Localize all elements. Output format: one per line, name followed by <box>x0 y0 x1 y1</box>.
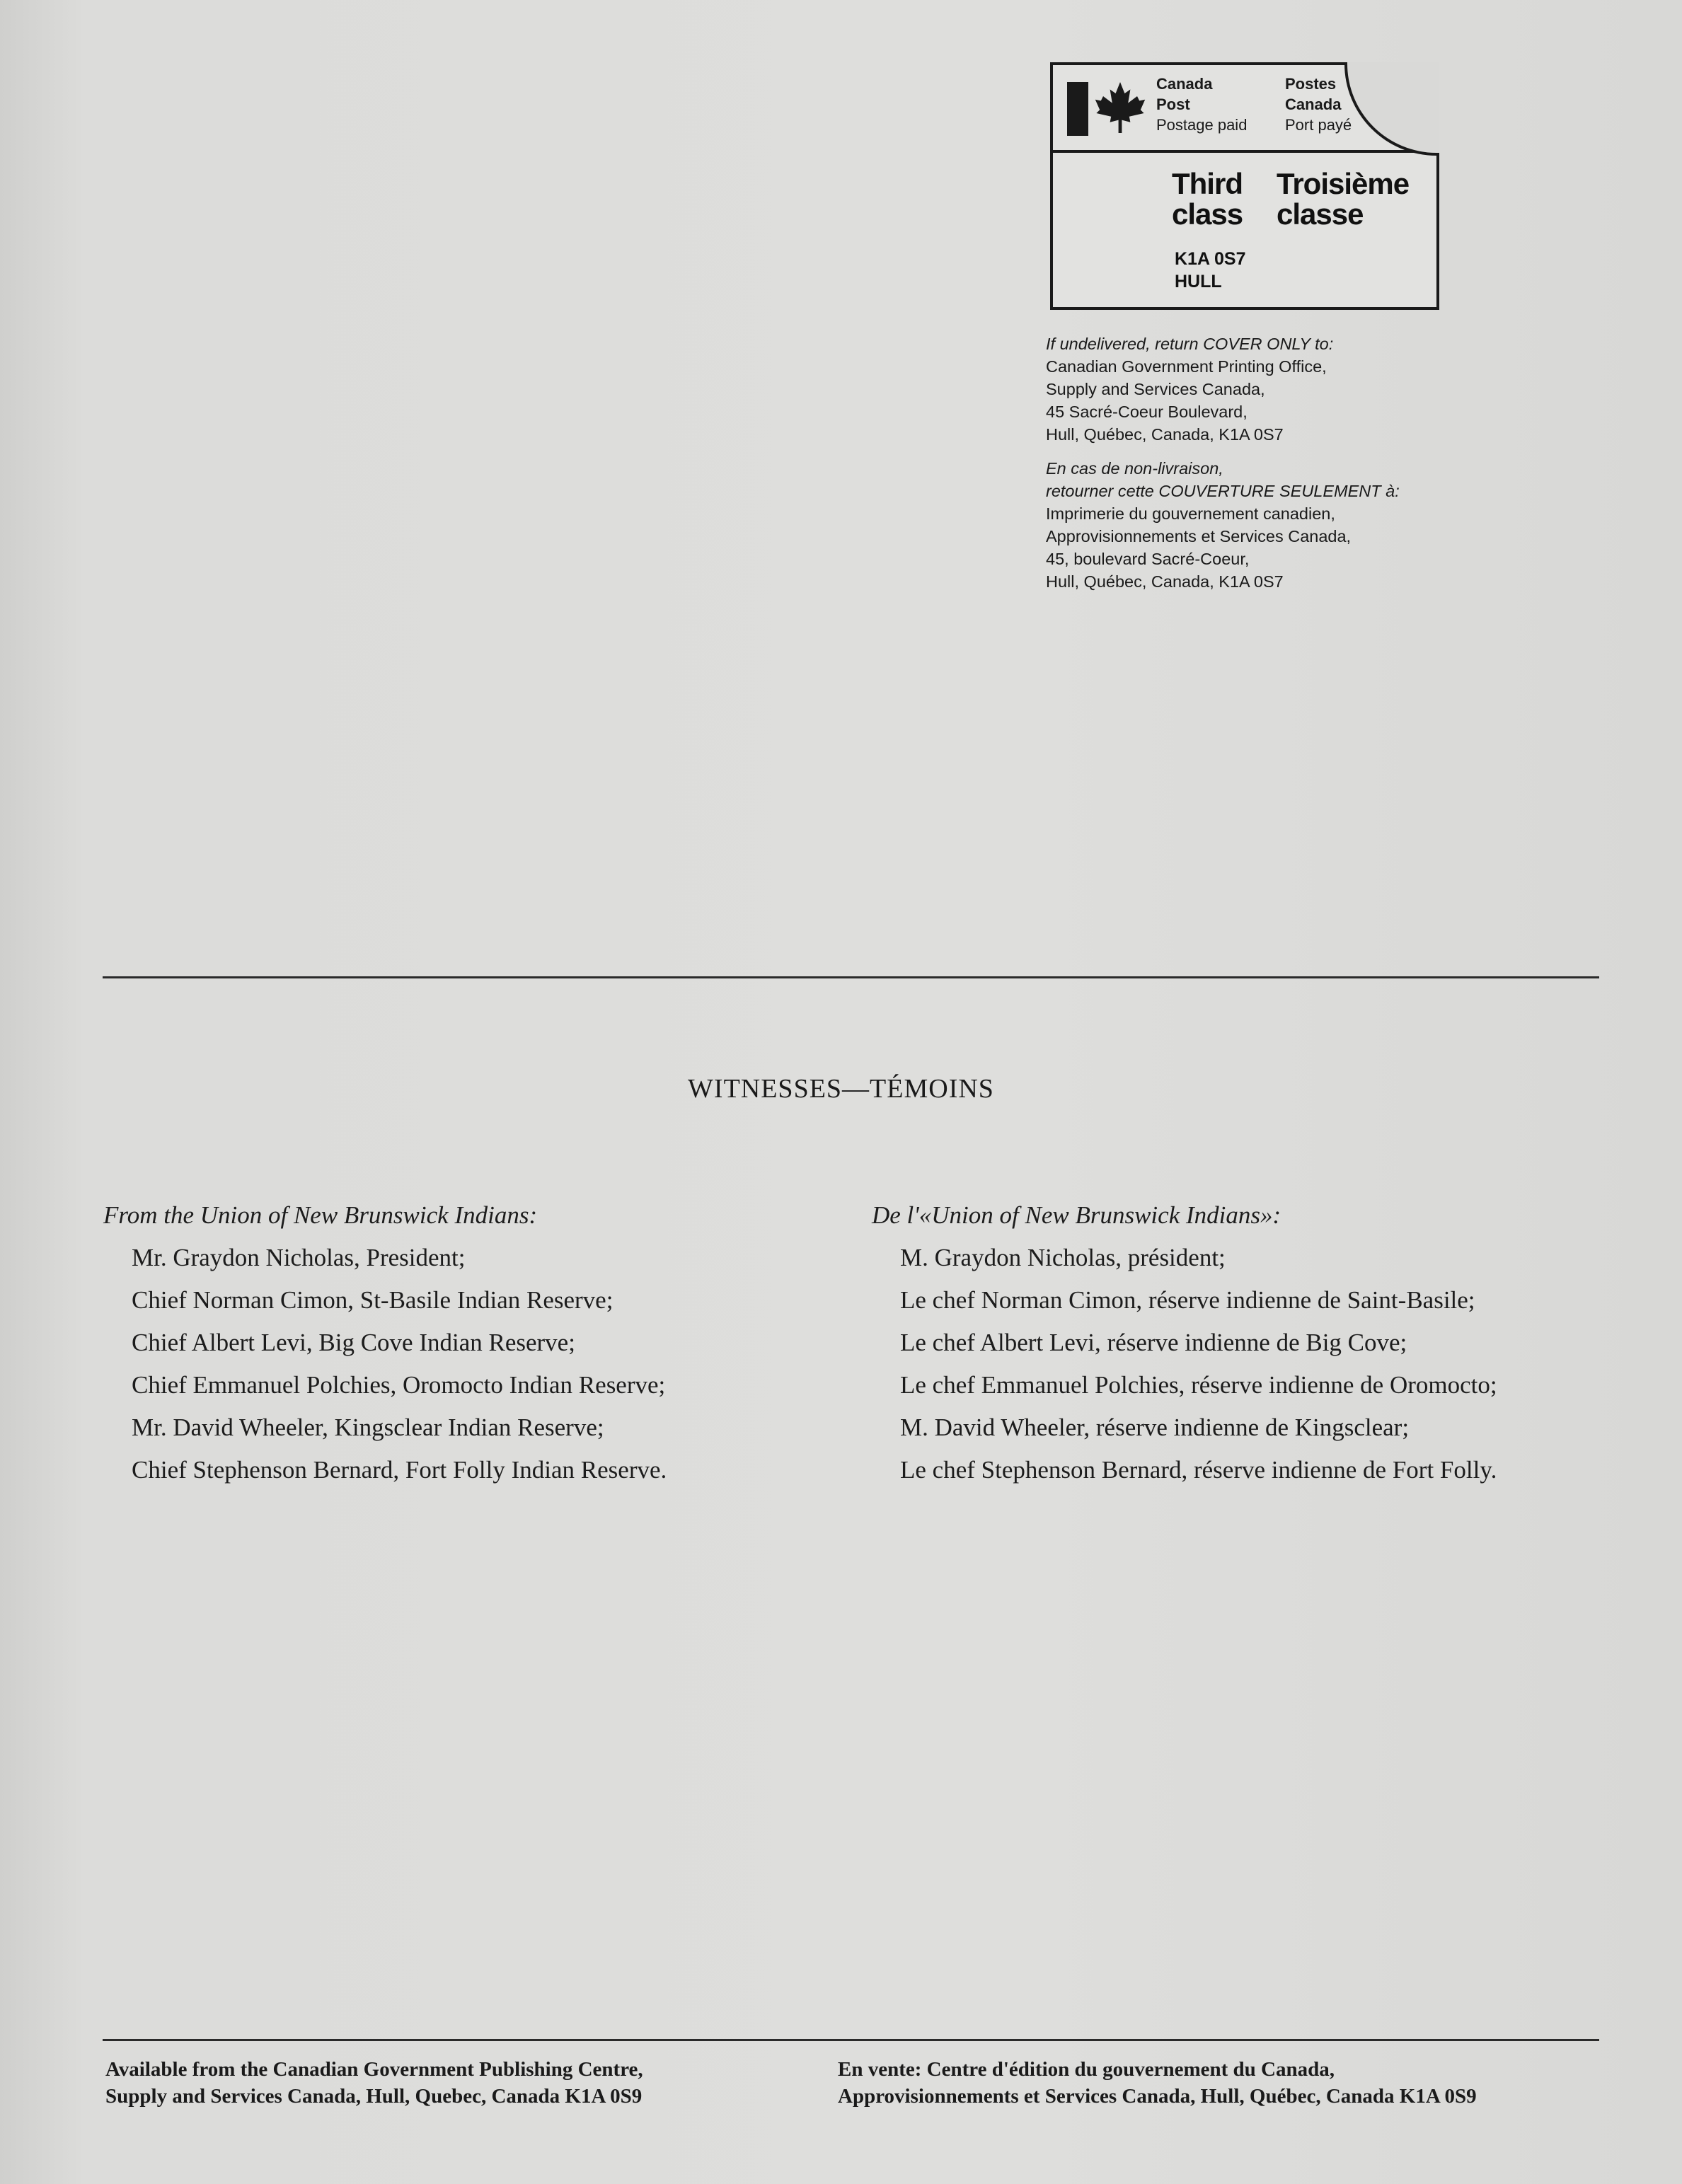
witness-fr: Le chef Stephenson Bernard, réserve indienne de Fort Folly. <box>900 1456 1497 1484</box>
return-line-fr: Approvisionnements et Services Canada, <box>1046 527 1352 545</box>
footer-fr-line: Approvisionnements et Services Canada, Hull, Québec, Canada K1A 0S9 <box>838 2085 1477 2108</box>
witness-fr: M. Graydon Nicholas, président; <box>900 1244 1226 1271</box>
indicia-header <box>1053 65 1436 153</box>
return-line-fr: 45, boulevard Sacré-Coeur, <box>1046 550 1250 568</box>
witness-fr: Le chef Emmanuel Polchies, réserve indienne de Oromocto; <box>900 1371 1497 1399</box>
witness-en: Chief Emmanuel Polchies, Oromocto Indian Reserve; <box>132 1371 666 1399</box>
witness-fr: Le chef Albert Levi, réserve indienne de Big Cove; <box>900 1329 1407 1356</box>
section-divider <box>103 976 1599 978</box>
witnesses-en <box>103 1194 667 1491</box>
witnesses-heading: WITNESSES—TÉMOINS <box>688 1074 994 1104</box>
maple-leaf-icon <box>1092 79 1148 136</box>
en-postage-paid: Postage paid <box>1156 116 1248 134</box>
canada-post-bar-icon <box>1067 82 1088 136</box>
witness-en: Chief Norman Cimon, St-Basile Indian Reserve; <box>132 1286 614 1314</box>
third-class-label <box>1172 168 1243 229</box>
witness-fr: Le chef Norman Cimon, réserve indienne de Saint-Basile; <box>900 1286 1475 1314</box>
en-post: Post <box>1156 96 1190 113</box>
organization-en: From the Union of New Brunswick Indians: <box>103 1201 538 1229</box>
return-line-en: Hull, Québec, Canada, K1A 0S7 <box>1046 425 1284 444</box>
return-intro-en: If undelivered, return COVER ONLY to: <box>1046 335 1334 353</box>
organization-fr: De l'«Union of New Brunswick Indians»: <box>872 1201 1281 1229</box>
indicia-corner-curve <box>1344 62 1439 156</box>
fr-postes: Postes <box>1285 75 1337 93</box>
class-word: class <box>1172 197 1243 231</box>
witness-en: Mr. Graydon Nicholas, President; <box>132 1244 466 1271</box>
witness-en: Mr. David Wheeler, Kingsclear Indian Reserve; <box>132 1414 604 1441</box>
return-address <box>1046 333 1485 593</box>
fr-country: Canada <box>1285 96 1342 113</box>
footer-fr-line: En vente: Centre d'édition du gouvernement du Canada, <box>838 2058 1335 2081</box>
fr-port-paye: Port payé <box>1285 116 1352 134</box>
footer-en <box>105 2056 643 2110</box>
witness-en: Chief Albert Levi, Big Cove Indian Reserve; <box>132 1329 575 1356</box>
return-line-en: Canadian Government Printing Office, <box>1046 357 1327 376</box>
return-intro-fr-2: retourner cette COUVERTURE SEULEMENT à: <box>1046 482 1400 500</box>
footer-fr <box>838 2056 1477 2110</box>
return-line-fr: Hull, Québec, Canada, K1A 0S7 <box>1046 572 1284 591</box>
city: HULL <box>1175 272 1222 291</box>
witness-fr: M. David Wheeler, réserve indienne de Kingsclear; <box>900 1414 1410 1441</box>
witnesses-fr <box>872 1194 1497 1491</box>
footer-divider <box>103 2039 1599 2041</box>
canada-post-fr <box>1285 74 1352 135</box>
return-line-fr: Imprimerie du gouvernement canadien, <box>1046 504 1335 523</box>
indicia-postal-code <box>1175 248 1246 293</box>
return-intro-fr-1: En cas de non-livraison, <box>1046 459 1223 478</box>
classe-word: classe <box>1277 197 1364 231</box>
troisieme-classe-label <box>1277 168 1409 229</box>
postal-code: K1A 0S7 <box>1175 249 1246 269</box>
third-word: Third <box>1172 167 1243 200</box>
return-line-en: 45 Sacré-Coeur Boulevard, <box>1046 403 1248 421</box>
return-line-en: Supply and Services Canada, <box>1046 380 1265 398</box>
postage-indicia <box>1050 62 1439 310</box>
en-country: Canada <box>1156 75 1213 93</box>
footer-en-line: Available from the Canadian Government Publishing Centre, <box>105 2058 643 2081</box>
witness-en: Chief Stephenson Bernard, Fort Folly Indian Reserve. <box>132 1456 667 1484</box>
footer-en-line: Supply and Services Canada, Hull, Quebec, Canada K1A 0S9 <box>105 2085 643 2108</box>
troisieme-word: Troisième <box>1277 167 1410 200</box>
canada-post-en <box>1156 74 1247 135</box>
